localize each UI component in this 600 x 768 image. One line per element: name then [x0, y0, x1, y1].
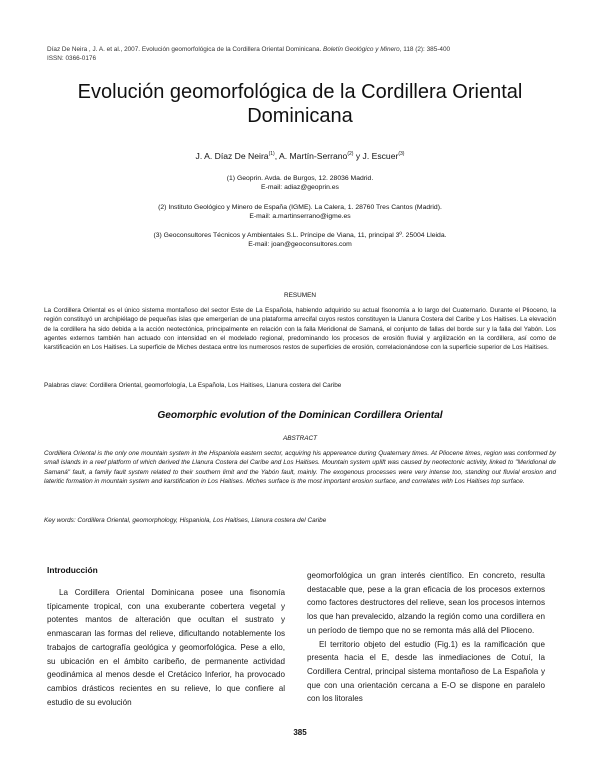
affiliation-3-email: E-mail: joan@geoconsultores.com	[248, 241, 352, 249]
affiliation-2-email: E-mail: a.martinserrano@igme.es	[249, 213, 351, 221]
author-3: y J. Escuer	[353, 151, 399, 161]
title-line-2: Dominicana	[247, 105, 353, 127]
author-list	[40, 151, 560, 161]
abstract-keywords: Key words: Cordillera Oriental, geomorphology, Hispaniola, Los Haitises, Llanura costera del Caribe	[44, 517, 327, 524]
intro-paragraph-1-cont: geomorfológica un gran interés científico. En concreto, resulta destacable que, pese a la gran eficacia de los procesos externos como factores destructores del relieve, sean los procesos internos los que han prevalecido, alzando la región como una cordillera en un período de tiempo que no se remonta más allá del Plioceno.	[307, 571, 545, 635]
author-1: J. A. Díaz De Neira	[195, 151, 269, 161]
author-2: , A. Martín-Serrano	[274, 151, 348, 161]
intro-left-column	[47, 586, 285, 709]
affiliation-1-address: (1) Geoprin. Avda. de Burgos, 12. 28036 Madrid.	[226, 175, 374, 182]
resumen-heading: RESUMEN	[284, 292, 316, 299]
affiliation-2	[40, 203, 560, 222]
citation-main: Díaz De Neira , J. A. et al., 2007. Evolución geomorfológica de la Cordillera Oriental Dominicana.	[47, 46, 323, 53]
affiliation-1	[40, 174, 560, 193]
title-line-1: Evolución geomorfológica de la Cordillera Oriental	[77, 81, 523, 103]
resumen-text: La Cordillera Oriental es el único sistema montañoso del sector Este de La Española, habiendo adquirido su actual fisonomía a lo largo del Cuaternario. Durante el Plioceno, la región constituyó un archipiélago de pequeñas islas que emergerían de una plataforma arrecifal cuyos restos constituyen la Llanura Costera del Caribe y Los Haitises. La elevación de la cordillera ha sido debida a la acción neotectónica, principalmente en relación con la falla Meridional de Samaná, el conjunto de fallas del borde sur y la falla del Yabón. Los agentes externos también han actuado con intensidad en el modelado regional, predominando los procesos de erosión fluvial y argilización en la cordillera, así como de karstificación en Los Haitises. La superficie de Miches destaca entre los numerosos restos de superficies de erosión, correlacionándose con la superficie superior de Los Haitises.	[44, 307, 556, 352]
intro-heading: Introducción	[47, 565, 98, 575]
page-number: 385	[293, 728, 307, 737]
affiliation-3-address: (3) Geoconsultores Técnicos y Ambientales S.L. Príncipe de Viana, 11, principal 3º. 25004 Lleida.	[153, 232, 447, 239]
resumen-keywords: Palabras clave: Cordillera Oriental, geomorfología, La Española, Los Haitises, Llanura costera del Caribe	[44, 382, 342, 389]
author-3-affil: (3)	[398, 151, 405, 158]
english-title: Geomorphic evolution of the Dominican Cordillera Oriental	[157, 410, 443, 421]
citation-journal: Boletín Geológico y Minero	[323, 46, 400, 53]
affiliation-1-email: E-mail: adiaz@geoprin.es	[261, 184, 339, 192]
affiliation-3	[40, 231, 560, 250]
paper-title	[40, 80, 560, 128]
author-2-affil: (2)	[347, 151, 354, 158]
citation-header	[47, 45, 567, 63]
abstract-text: Cordillera Oriental is the only one mountain system in the Hispaniola eastern sector, acquiring his appereance during Quaternary times. At Pliocene times, region was conformed by small islands in a reef platform of which derived the Llanura Costera del Caribe and Los Haitises. Mountain system uplift was caused by neotectonic activity, linked to "Meridional de Samaná" fault, a family fault system related to their southern limit and the Yabón fault, mainly. The exogenous processes were very intense too, standing out fluvial erosion and lateritic formation in mountain system and karstification in Los Haitises. Miches surface is the most important erosion surface, and correlates with Los Haitises top surface.	[44, 450, 556, 485]
citation-tail: , 118 (2): 385-400	[399, 46, 451, 53]
abstract-heading: ABSTRACT	[282, 435, 318, 442]
author-1-affil: (1)	[268, 151, 275, 158]
intro-paragraph-2: El territorio objeto del estudio (Fig.1) es la ramificación que presenta hacia el E, desde las inmediaciones de Cotuí, la Cordillera Central, principal sistema montañoso de La Española y que con una orientación cercana a E-O se dispone en paralelo con los litorales	[307, 639, 545, 704]
affiliation-2-address: (2) Instituto Geológico y Minero de España (IGME). La Calera, 1. 28760 Tres Cantos (Madrid).	[158, 204, 442, 211]
intro-paragraph-1: La Cordillera Oriental Dominicana posee una fisonomía típicamente tropical, con una exuberante cobertera vegetal y potentes mantos de alteración que ocultan el sustrato y enmascaran las formas del relieve, dificultando notablemente los trabajos de cartografía geológica y geomorfológica. Pese a ello, su ubicación en el ámbito caribeño, de permanente actividad geodinámica al menos desde el Cretácico Inferior, ha provocado cambios drásticos recientes en su relieve, lo que confiere al estudio de su evolución	[47, 588, 285, 707]
intro-right-column	[307, 569, 545, 706]
issn: ISSN: 0366-0176	[47, 55, 97, 62]
